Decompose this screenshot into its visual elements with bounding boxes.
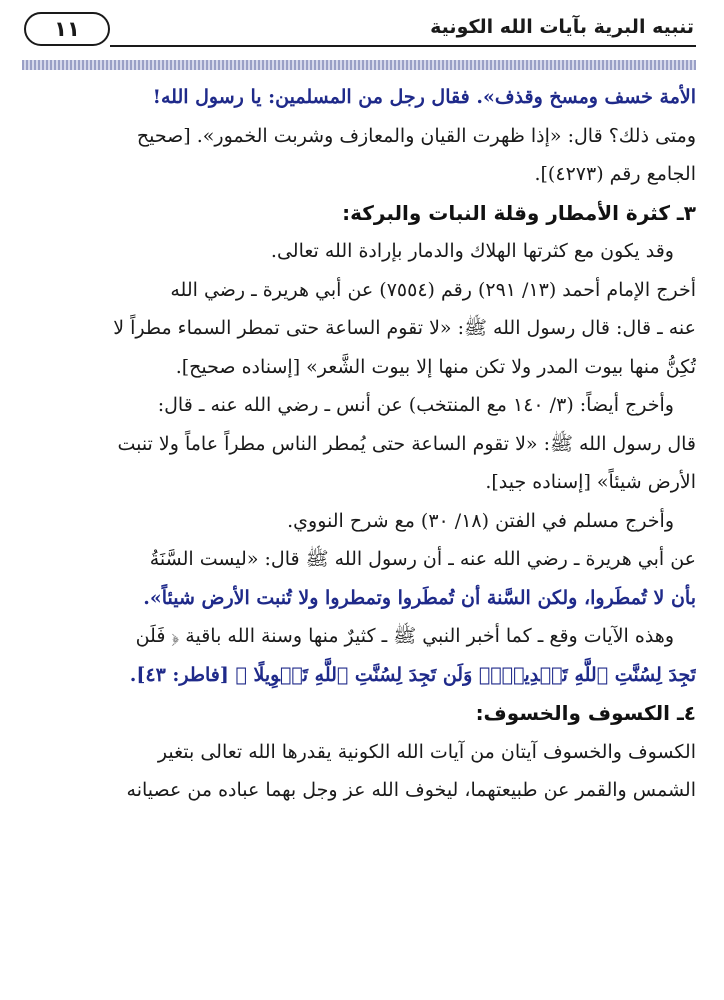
page-body — [28, 78, 696, 810]
text-line: أخرج الإمام أحمد (١٣/ ٢٩١) رقم (٧٥٥٤) عن أبي هريرة ـ رضي الله — [170, 278, 696, 301]
text-line: وأخرج أيضاً: (٣/ ١٤٠ مع المنتخب) عن أنس ـ رضي الله عنه ـ قال: — [157, 394, 674, 416]
text-line: الكسوف والخسوف آيتان من آيات الله الكونية يقدرها الله تعالى بتغير — [157, 740, 696, 763]
section-heading-eclipse: ٤ـ الكسوف والخسوف: — [475, 701, 696, 725]
text-line: وهذه الآيات وقع ـ كما أخبر النبي ﷺ ـ كثيرٌ منها وسنة الله باقية ﴿ فَلَن — [135, 625, 674, 647]
text-line: عنه ـ قال: قال رسول الله ﷺ: «لا تقوم الساعة حتى تمطر السماء مطراً لا — [113, 317, 696, 339]
quran-verse-line: تَجِدَ لِسُنَّتِ ٱللَّهِ تَبۡدِيلٗاۖ وَلَن تَجِدَ لِسُنَّتِ ٱللَّهِ تَحۡوِيلًا ﴾ [فاطر: ٤٣]. — [129, 663, 696, 686]
hadith-line: بأن لا تُمطَروا، ولكن السَّنة أن تُمطَروا وتمطروا ولا تُنبت الأرض شيئاً». — [143, 586, 696, 609]
header-rule — [110, 45, 696, 47]
text-line: ومتى ذلك؟ قال: «إذا ظهرت القيان والمعازف وشربت الخمور». [صحيح — [136, 124, 696, 147]
decorative-stripe — [22, 60, 696, 70]
text-line: وأخرج مسلم في الفتن (١٨/ ٣٠) مع شرح النووي. — [287, 509, 674, 532]
text-line — [28, 78, 696, 117]
book-title: تنبيه البرية بآيات الله الكونية — [430, 16, 694, 38]
page-header — [22, 8, 696, 52]
page-number: ١١ — [24, 12, 110, 46]
text-line: قال رسول الله ﷺ: «لا تقوم الساعة حتى يُمطر الناس مطراً عاماً ولا تنبت — [117, 432, 696, 455]
text-line: الجامع رقم (٤٢٧٣)]. — [534, 163, 696, 185]
text-line: الشمس والقمر عن طبيعتهما، ليخوف الله عز وجل بهما عباده من عصيانه — [126, 779, 696, 801]
text-line: الأرض شيئاً» [إسناده جيد]. — [485, 471, 696, 493]
hadith-text: الأمة خسف ومسخ وقذف». فقال رجل من المسلمين: يا رسول الله! — [152, 86, 696, 108]
section-heading-rain: ٣ـ كثرة الأمطار وقلة النبات والبركة: — [342, 200, 696, 225]
text-line: وقد يكون مع كثرتها الهلاك والدمار بإرادة الله تعالى. — [270, 240, 674, 262]
text-line: عن أبي هريرة ـ رضي الله عنه ـ أن رسول الله ﷺ قال: «ليست السَّنَةُ — [149, 548, 696, 570]
text-line: تُكِنُّ منها بيوت المدر ولا تكن منها إلا بيوت الشَّعر» [إسناده صحيح]. — [175, 355, 696, 378]
